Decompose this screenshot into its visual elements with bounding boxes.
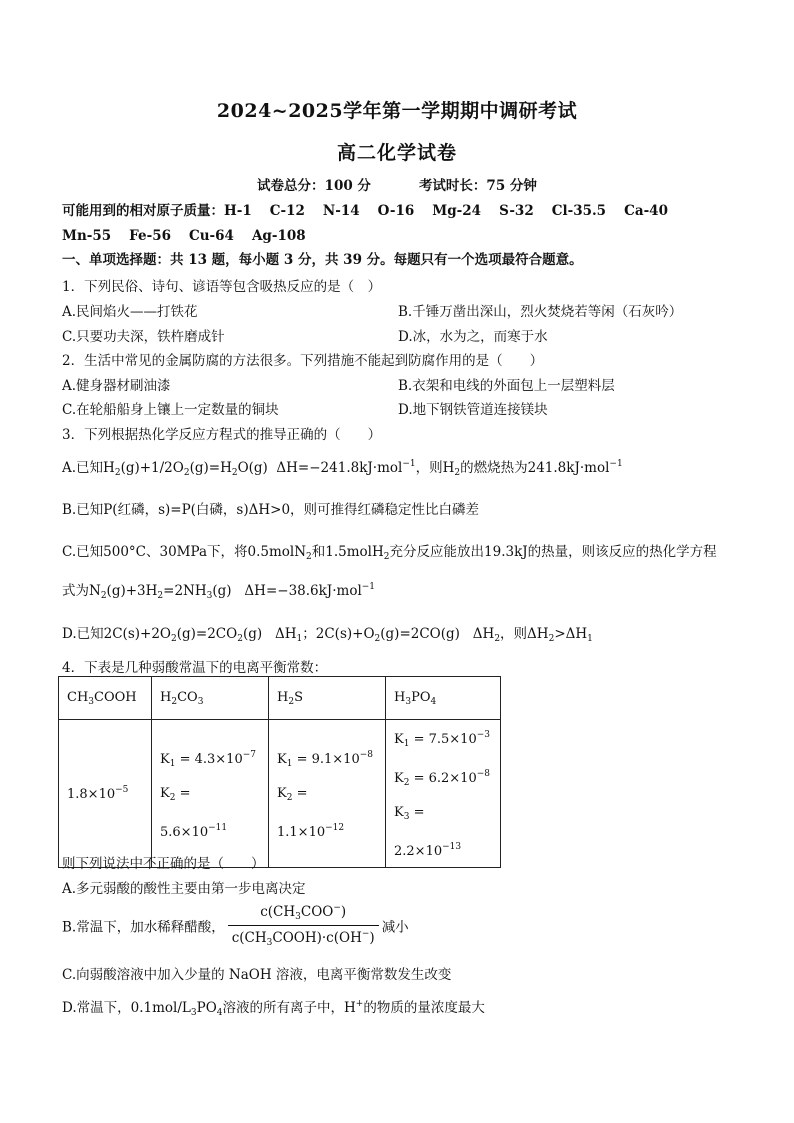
- q3-option-b: B.已知P(红磷，s)=P(白磷，s)ΔH>0，则可推得红磷稳定性比白磷差: [62, 502, 480, 518]
- atomic-mass-item: Cu-64: [188, 228, 234, 244]
- value-h2co3: $K_1 = 4.3\times 10^{-7}$ $K_2 = 5.6\times 10^{-11}$: [152, 720, 269, 868]
- header-h2co3: $H_2CO_3$: [152, 677, 269, 720]
- value-h2s: $K_1 = 9.1\times 10^{-8}$ $K_2 = 1.1\times 10^{-12}$: [269, 720, 386, 868]
- atomic-mass-item: C-12: [269, 203, 305, 219]
- atomic-mass-item: Mg-24: [432, 203, 482, 219]
- q1-option-d: D.冰，水为之，而寒于水: [398, 329, 548, 345]
- atomic-masses-label: 可能用到的相对原子质量：: [62, 203, 224, 219]
- exam-duration: 考试时长：75 分钟: [418, 178, 537, 194]
- exam-subject: 高二化学试卷: [336, 142, 457, 164]
- exam-title: 2024~2025学年第一学期期中调研考试: [216, 100, 578, 122]
- value-ch3cooh: $1.8\times 10^{-5}$: [59, 720, 152, 868]
- q3-option-c-line2: 式为$N_2(g)+3H_2=2NH_3(g)$ ΔH=−38.6kJ·mol$^{-1}$: [62, 582, 376, 601]
- q4-option-b: B.常温下，加水稀释醋酸， $\frac{c(CH_3COO^-)}{c(CH_3COOH)\cdot c(OH^-)}$ 减小: [62, 903, 409, 948]
- q2-stem: 2．生活中常见的金属防腐的方法很多。下列措施不能起到防腐作用的是（ ）: [62, 353, 544, 369]
- q4-option-c: C.向弱酸溶液中加入少量的 NaOH 溶液，电离平衡常数发生改变: [62, 967, 452, 983]
- q1-option-a: A.民间焰火——打铁花: [62, 304, 198, 320]
- atomic-mass-item: Ca-40: [624, 203, 668, 219]
- q3-option-d: D.已知$2C(s)+2O_2(g)=2CO_2(g)$ $\Delta H_1$；$2C(s)+O_2(g)=2CO(g)$ $\Delta H_2$，则$\Delta H_2>\Delta H_1$: [62, 626, 593, 644]
- atomic-mass-item: Ag-108: [251, 228, 306, 244]
- ionization-constant-table: [58, 676, 501, 868]
- q2-option-b: B.衣架和电线的外面包上一层塑料层: [398, 378, 615, 394]
- header-h3po4: $H_3PO_4$: [386, 677, 501, 720]
- q1-stem: 1．下列民俗、诗句、谚语等包含吸热反应的是（ ）: [62, 279, 382, 295]
- atomic-masses: [62, 199, 742, 249]
- value-h3po4: $K_1 = 7.5\times 10^{-3}$ $K_2 = 6.2\times 10^{-8}$ $K_3 = 2.2\times 10^{-13}$: [386, 720, 501, 868]
- q1-option-b: B.千锤万凿出深山，烈火焚烧若等闲（石灰吟）: [398, 304, 683, 320]
- header-ch3cooh: $CH_3COOH$: [59, 677, 152, 720]
- q1-option-c: C.只要功夫深，铁杵磨成针: [62, 329, 225, 345]
- q4-option-d: D.常温下，$0.1mol/L_3PO_4$溶液的所有离子中，H+的物质的量浓度最大: [62, 999, 485, 1018]
- q2-option-a: A.健身器材刷油漆: [62, 378, 171, 394]
- q4-option-a: A.多元弱酸的酸性主要由第一步电离决定: [62, 881, 306, 897]
- atomic-mass-item: Mn-55: [62, 228, 112, 244]
- q3-stem: 3．下列根据热化学反应方程式的推导正确的（ ）: [62, 427, 382, 443]
- header-h2s: $H_2S$: [269, 677, 386, 720]
- total-score: 试卷总分：100 分: [257, 178, 371, 194]
- atomic-mass-item: H-1: [224, 203, 252, 219]
- atomic-mass-item: Fe-56: [129, 228, 171, 244]
- q2-option-d: D.地下钢铁管道连接镁块: [398, 402, 548, 418]
- exam-meta: [0, 174, 794, 194]
- atomic-mass-item: O-16: [377, 203, 415, 219]
- q2-option-c: C.在轮船船身上镶上一定数量的铜块: [62, 402, 279, 418]
- ratio-fraction: $\frac{c(CH_3COO^-)}{c(CH_3COOH)\cdot c(OH^-)}$: [228, 903, 379, 948]
- q4-question: 则下列说法中不正确的是（ ）: [62, 856, 265, 872]
- atomic-mass-item: S-32: [499, 203, 534, 219]
- atomic-mass-item: N-14: [322, 203, 360, 219]
- section-heading: 一、单项选择题：共 13 题，每小题 3 分，共 39 分。每题只有一个选项最符合题意。: [62, 252, 583, 268]
- table-values-row: [59, 720, 501, 868]
- table-header-row: [59, 677, 501, 720]
- q3-option-a: A.已知$H_2(g)+1/2O_2(g)=H_2O(g)$ ΔH=−241.8kJ·mol$^{-1}$，则$H_2$的燃烧热为241.8kJ·mol$^{-1}$: [62, 459, 623, 478]
- q3-option-c-line1: C.已知500°C、30MPa下，将0.5molN$_2$和1.5molH$_2$充分反应能放出19.3kJ的热量，则该反应的热化学方程: [62, 544, 717, 562]
- q4-stem: 4．下表是几种弱酸常温下的电离平衡常数：: [62, 660, 328, 676]
- atomic-mass-item: Cl-35.5: [551, 203, 607, 219]
